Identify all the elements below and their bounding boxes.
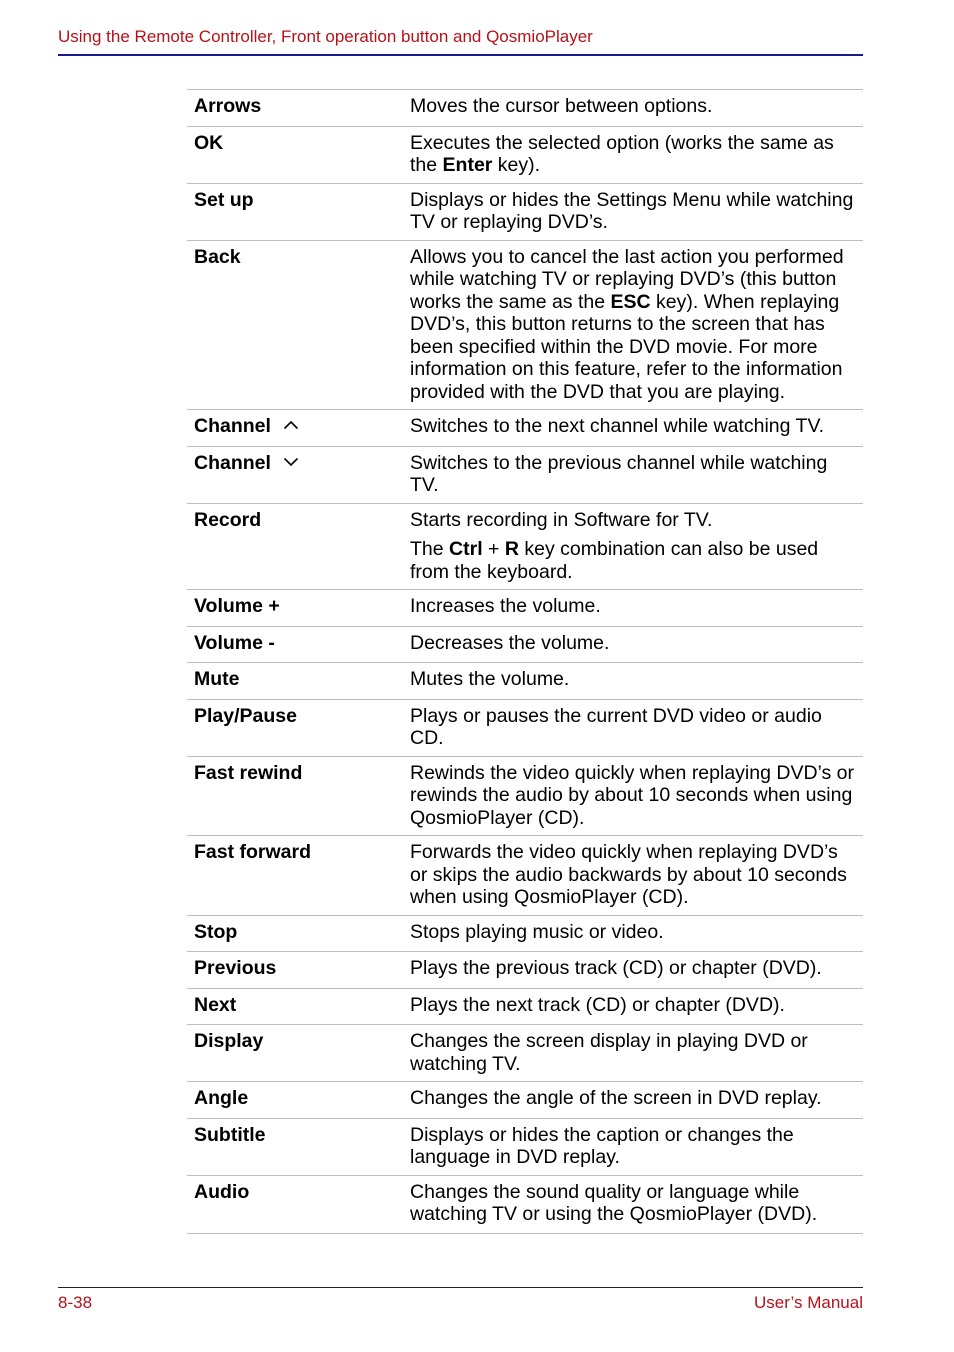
button-name: Fast forward [194, 841, 312, 863]
table-row [187, 241, 863, 411]
button-description: Plays or pauses the current DVD video or audio CD. [410, 704, 822, 749]
button-description: Displays or hides the caption or changes the language in DVD replay. [410, 1123, 794, 1168]
button-name: Fast rewind [194, 761, 303, 784]
button-description-cell [410, 841, 863, 909]
button-name: Stop [194, 920, 238, 943]
button-name-cell [187, 595, 410, 618]
button-description: Switches to the previous channel while watching TV. [410, 451, 828, 496]
button-description-cell [410, 762, 863, 830]
button-name: Angle [194, 1087, 249, 1109]
table-row [187, 590, 863, 627]
button-description: Plays the previous track (CD) or chapter (DVD). [410, 957, 822, 979]
table-row [187, 757, 863, 837]
table-row [187, 663, 863, 700]
button-name-cell [187, 841, 410, 909]
button-description-cell [410, 95, 863, 118]
button-name-cell [187, 452, 410, 497]
button-description: The Ctrl + R key combination can also be used from the keyboard. [410, 538, 819, 583]
table-row [187, 700, 863, 757]
button-name: Display [194, 1030, 264, 1052]
manual-title: User’s Manual [754, 1293, 863, 1312]
button-description-cell [410, 668, 863, 691]
table-row [187, 90, 863, 127]
button-description-cell [410, 632, 863, 655]
button-name: Record [194, 508, 262, 531]
button-name-cell [187, 95, 410, 118]
button-description: Switches to the next channel while watching TV. [410, 415, 825, 437]
button-description-cell [410, 1181, 863, 1226]
button-description-cell [410, 1124, 863, 1169]
button-name-cell [187, 632, 410, 655]
button-name-cell [187, 509, 410, 584]
button-description: Changes the angle of the screen in DVD replay. [410, 1087, 822, 1109]
button-description: Forwards the video quickly when replaying DVD’s or skips the audio backwards by about 10 seconds when using QosmioPlayer (CD). [410, 841, 847, 908]
button-name: Back [194, 245, 241, 268]
page-number: 8-38 [58, 1293, 93, 1312]
button-name: Audio [194, 1180, 250, 1203]
button-name-cell [187, 762, 410, 830]
table-row [187, 627, 863, 664]
remote-button-table [187, 89, 863, 1234]
button-description-cell [410, 705, 863, 750]
header-divider [58, 54, 863, 56]
button-description-cell [410, 921, 863, 944]
button-description: Stops playing music or video. [410, 920, 664, 943]
button-name-cell [187, 957, 410, 980]
button-description: Moves the cursor between options. [410, 95, 713, 117]
table-row [187, 952, 863, 989]
button-description: Plays the next track (CD) or chapter (DVD). [410, 993, 785, 1016]
button-description: Rewinds the video quickly when replaying DVD’s or rewinds the audio by about 10 seconds when using QosmioPlayer (CD). [410, 761, 855, 829]
button-name-cell [187, 994, 410, 1017]
button-name-cell [187, 668, 410, 691]
button-name-cell [187, 415, 410, 438]
button-description-cell [410, 246, 863, 404]
button-name-cell [187, 1181, 410, 1226]
button-name: Arrows [194, 95, 262, 117]
button-description-cell [410, 1087, 863, 1110]
button-name: Next [194, 993, 237, 1016]
button-description: Changes the screen display in playing DVD or watching TV. [410, 1030, 808, 1075]
button-name: Volume + [194, 595, 280, 617]
button-name: OK [194, 131, 224, 154]
button-description: Allows you to cancel the last action you performed while watching TV or replaying DVD’s (this button works the same as the ESC key). When replaying DVD’s, this button returns to the screen that has been specified within the DVD movie. For more information on this feature, refer to the information provided with the DVD that you are playing. [410, 245, 844, 403]
button-name: Volume - [194, 631, 275, 654]
button-description: Increases the volume. [410, 595, 601, 617]
button-name-cell [187, 1030, 410, 1075]
button-description-cell [410, 415, 863, 438]
button-description: Changes the sound quality or language while watching TV or using the QosmioPlayer (DVD). [410, 1180, 818, 1225]
table-row [187, 1119, 863, 1176]
table-row [187, 127, 863, 184]
button-description: Displays or hides the Settings Menu while watching TV or replaying DVD’s. [410, 188, 854, 233]
table-row [187, 447, 863, 504]
table-row [187, 184, 863, 241]
button-description: Starts recording in Software for TV. [410, 508, 713, 531]
button-description-cell [410, 994, 863, 1017]
button-name-cell [187, 132, 410, 177]
table-row [187, 916, 863, 953]
button-name-cell [187, 189, 410, 234]
button-name: Channel [194, 451, 271, 474]
table-row [187, 410, 863, 447]
button-description: Executes the selected option (works the same as the Enter key). [410, 131, 834, 176]
table-row [187, 1176, 863, 1234]
table-row [187, 504, 863, 591]
button-name: Subtitle [194, 1123, 266, 1146]
button-description-cell [410, 957, 863, 980]
button-name: Channel [194, 415, 271, 437]
button-name-cell [187, 705, 410, 750]
button-name: Set up [194, 188, 254, 211]
button-description-cell [410, 132, 863, 177]
button-description-cell [410, 189, 863, 234]
chevron-down-icon [283, 457, 299, 467]
button-name: Play/Pause [194, 704, 297, 727]
button-name: Previous [194, 957, 277, 979]
chevron-up-icon [283, 420, 299, 430]
button-name: Mute [194, 668, 240, 690]
button-description-cell [410, 595, 863, 618]
button-name-cell [187, 1124, 410, 1169]
button-name-cell [187, 1087, 410, 1110]
page-header-title: Using the Remote Controller, Front operation button and QosmioPlayer [58, 27, 593, 46]
table-row [187, 1025, 863, 1082]
table-row [187, 1082, 863, 1119]
button-name-cell [187, 246, 410, 404]
footer-divider [58, 1287, 863, 1288]
button-name-cell [187, 921, 410, 944]
button-description-cell [410, 509, 863, 584]
table-row [187, 836, 863, 916]
button-description-cell [410, 1030, 863, 1075]
button-description: Decreases the volume. [410, 631, 610, 654]
button-description-cell [410, 452, 863, 497]
table-row [187, 989, 863, 1026]
button-description: Mutes the volume. [410, 668, 570, 690]
